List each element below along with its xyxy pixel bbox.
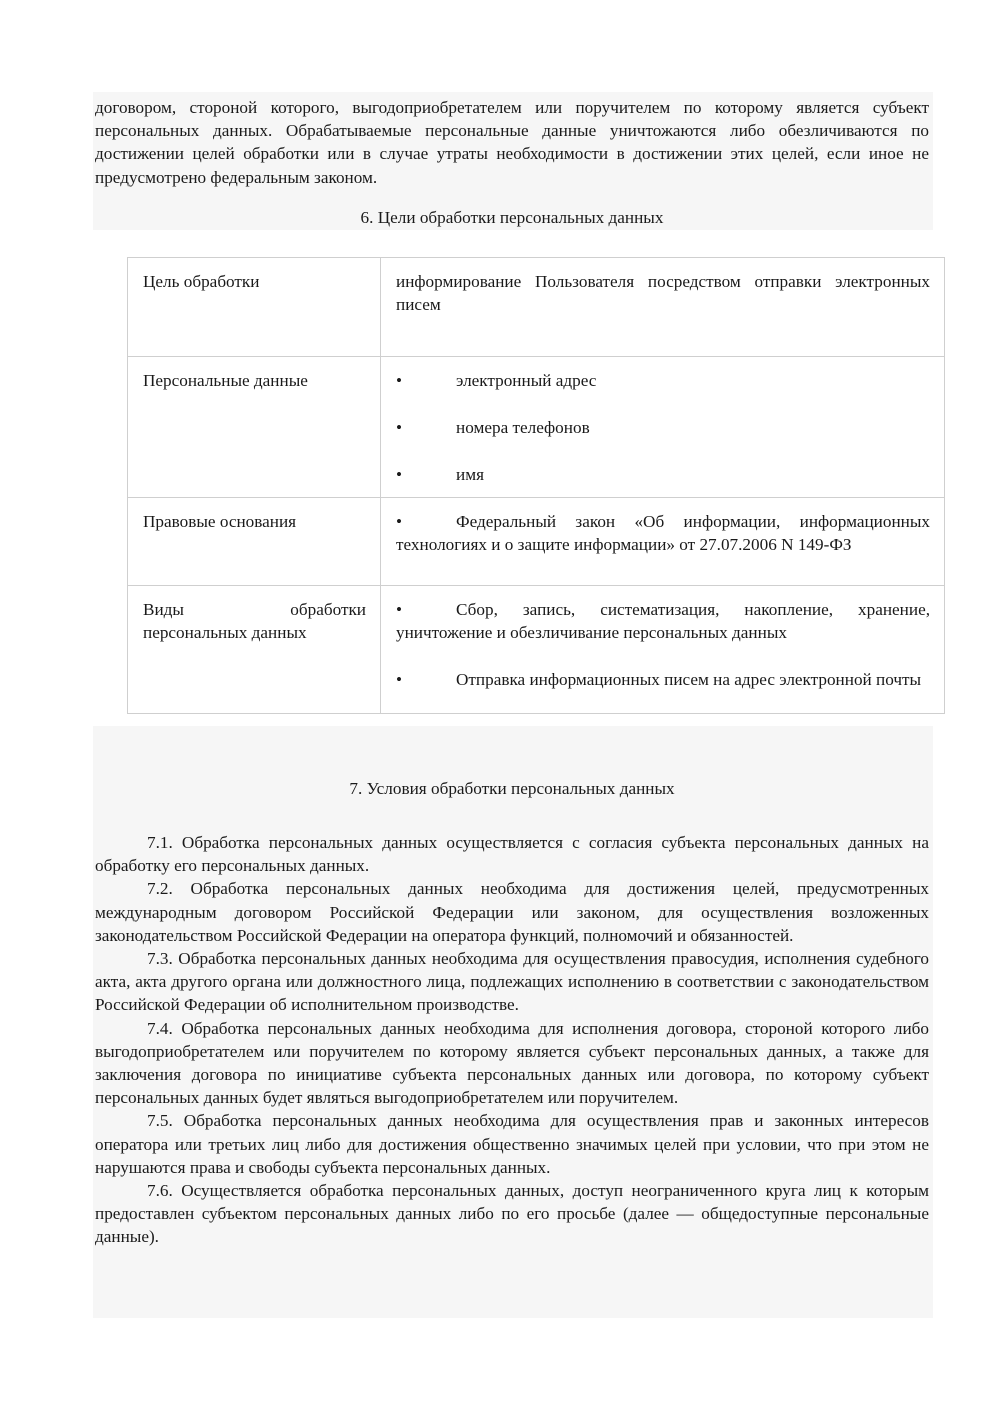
list-item-text: Сбор, запись, систематизация, накопление, хранение, уничтожение и обезличивание персональных данных [396, 599, 930, 642]
paragraph-7-6: 7.6. Осуществляется обработка персональных данных, доступ неограниченного круга лиц к которым предоставлен субъектом персональных данных либо по его просьбе (далее — общедоступные персональные данные). [95, 1181, 929, 1247]
bullet-icon: • [396, 418, 403, 438]
table-row [128, 258, 945, 357]
paragraph-7-5: 7.5. Обработка персональных данных необходима для осуществления прав и законных интересов оператора или третьих лиц либо для достижения общественно значимых целей при условии, что при этом не нарушаются права и свободы субъекта персональных данных. [95, 1111, 929, 1177]
list-item [396, 510, 930, 556]
bullet-icon: • [396, 599, 403, 619]
list-item [396, 369, 930, 392]
processing-types-label: Виды обработки персональных данных [128, 585, 381, 713]
table-row [128, 585, 945, 713]
list-item-text: Отправка информационных писем на адрес электронной почты [456, 670, 922, 690]
bullet-icon: • [396, 511, 403, 531]
section-7-body [95, 831, 929, 1249]
purpose-value: информирование Пользователя посредством отправки электронных писем [381, 258, 945, 357]
bullet-icon: • [396, 371, 403, 390]
list-item-text: Федеральный закон «Об информации, информационных технологиях и о защите информации» от 27.07.2006 N 149-ФЗ [396, 511, 930, 554]
section-6-heading: 6. Цели обработки персональных данных [360, 208, 664, 227]
list-item-text: имя [456, 465, 484, 485]
bullet-icon: • [396, 465, 403, 485]
list-item [396, 668, 930, 691]
list-item-text: номера телефонов [456, 418, 590, 438]
paragraph-7-3: 7.3. Обработка персональных данных необходима для осуществления правосудия, исполнения судебного акта, акта другого органа или должностного лица, подлежащих исполнению в соответствии с законодательством Российской Федерации об исполнительном производстве. [95, 949, 929, 1015]
processing-goals-table [127, 257, 945, 714]
list-item [396, 416, 930, 439]
paragraph-7-1: 7.1. Обработка персональных данных осуществляется с согласия субъекта персональных данных на обработку его персональных данных. [95, 833, 929, 876]
processing-types-list [381, 585, 945, 713]
section-7-heading: 7. Условия обработки персональных данных [349, 779, 675, 798]
personal-data-list [381, 357, 945, 498]
list-item-text: электронный адрес [456, 371, 597, 390]
bullet-icon: • [396, 670, 403, 690]
table-row [128, 497, 945, 585]
table-row [128, 357, 945, 498]
paragraph-7-4: 7.4. Обработка персональных данных необходима для исполнения договора, стороной которого либо выгодоприобретателем или поручителем по которому является субъект персональных данных, а также для заключения договора по инициативе субъекта персональных данных или договора, по которому субъект персональных данных будет являться выгодоприобретателем или поручителем. [95, 1018, 929, 1108]
intro-paragraph: договором, стороной которого, выгодоприобретателем или поручителем по которому является субъект персональных данных. Обрабатываемые персональные данные уничтожаются либо обезличиваются по достижении целей обработки или в случае утраты необходимости в достижении этих целей, если иное не предусмотрено федеральным законом. [95, 98, 929, 187]
legal-basis-value [381, 497, 945, 585]
paragraph-7-2: 7.2. Обработка персональных данных необходима для достижения целей, предусмотренных международным договором Российской Федерации или законом, для осуществления возложенных законодательством Российской Федерации на оператора функций, полномочий и обязанностей. [95, 879, 929, 945]
list-item [396, 598, 930, 644]
legal-basis-label: Правовые основания [128, 497, 381, 585]
list-item [396, 463, 930, 486]
personal-data-label: Персональные данные [128, 357, 381, 498]
purpose-label: Цель обработки [128, 258, 381, 357]
